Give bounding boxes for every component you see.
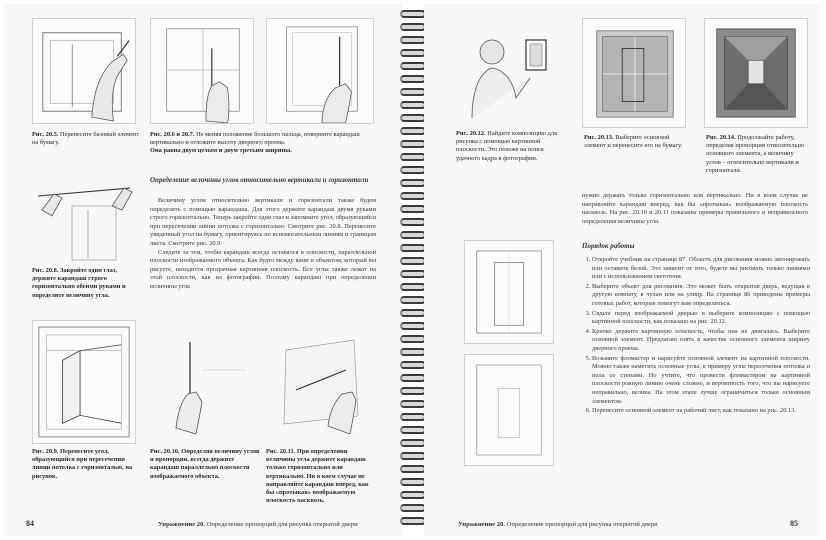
caption-20-6-20-7: Рис. 20.6 и 20.7. Не меняя положение большого пальца, поверните карандаш вертикально и отложите высоту дверного проема. Она равна двум целым и двум третьим ширины. <box>150 131 360 155</box>
step-item: 3. Сядьте перед изображаемой дверью и выберите композицию с помощью картинной плоскости, как показано на рис. 20.12. <box>592 310 810 327</box>
caption-20-12: Рис. 20.12. Найдите композицию для рисунка с помощью картинной плоскости. Это похоже на поиск удачного кадра в фотографии. <box>456 130 558 162</box>
spiral-coil <box>400 257 426 265</box>
spiral-coil <box>400 127 426 135</box>
spiral-coil <box>400 231 426 239</box>
figure-20-11 <box>266 330 374 434</box>
right-body-continued: нужно держать только горизонтально или вертикально. Ни в коем случае не направляйте карандаш вперед, как бы «протыкая» воображаемую плоскость насквозь. На рис. 20.10 и 20.11 показаны примеры правильного и неправильного определения величины угла. <box>582 192 808 225</box>
caption-20-11: Рис. 20.11. При определении величины угла держите карандаш только горизонтально или вертикально. Ни в коем случае не направляйте карандаш вперед, как бы «протыкая» воображаемую плоскость насквозь. <box>266 448 369 505</box>
left-page <box>4 4 402 536</box>
caption-20-13: Рис. 20.13. Выберите основной элемент и перенесите его на бумагу. <box>584 134 683 150</box>
spiral-coil <box>400 88 426 96</box>
page-number-left: 84 <box>26 519 34 528</box>
spiral-coil <box>400 387 426 395</box>
spiral-coil <box>400 179 426 187</box>
step-item: 1. Откройте учебник на странице 87. Область для рисования можно затонировать или оставить белой. Это зависит от того, будете вы рисовать только линиями или с использованием светотени. <box>592 256 810 282</box>
spiral-coil <box>400 140 426 148</box>
spiral-coil <box>400 374 426 382</box>
spiral-coil <box>400 348 426 356</box>
caption-20-5: Рис. 20.5. Перенесите базовый элемент на бумагу. <box>32 131 140 147</box>
spiral-coil <box>400 75 426 83</box>
step-item: 4. Крепко держите картинную плоскость, чтобы она не двигалась. Выберите основной элемент. Предлагаю взять в качестве основного элемента ширину дверного проема. <box>592 328 810 354</box>
spiral-coil <box>400 114 426 122</box>
sketch-door-outline <box>464 240 554 344</box>
footer-left: Упражнение 20. Определение пропорций для рисунка открытой двери <box>158 521 358 528</box>
figure-20-13 <box>582 18 686 128</box>
spiral-coil <box>400 491 426 499</box>
spiral-coil <box>400 426 426 434</box>
figure-20-9 <box>32 320 136 444</box>
figure-20-10 <box>150 330 254 434</box>
spiral-coil <box>400 361 426 369</box>
figure-20-5 <box>32 18 136 124</box>
steps-list <box>582 256 810 417</box>
figure-20-14 <box>704 18 808 128</box>
paragraph-1: Величину углов относительно вертикали и горизонтали также будем определять с помощью карандаша. Для этого держите карандаш двумя руками строго горизонтально. Теперь закройте один глаз и запомните угол, образующийся при пересечении линии потолка с горизонталью. Смотрите рис. 20.8. Перенесите увиденный угол на бумагу, ориентируясь по вспомогательным линиям и границам листа. Смотрите рис. 20.9. <box>150 197 376 247</box>
spiral-coil <box>400 218 426 226</box>
spiral-coil <box>400 205 426 213</box>
right-page <box>424 4 820 536</box>
spiral-coil <box>400 166 426 174</box>
page-number-right: 85 <box>790 519 798 528</box>
spiral-coil <box>400 270 426 278</box>
spiral-coil <box>400 101 426 109</box>
spiral-coil <box>400 322 426 330</box>
spiral-coil <box>400 192 426 200</box>
step-item: 2. Выберите объект для рисования. Это может быть открытая дверь, ведущая в другую комнату, в чулан или на улицу. На странице 86 приведены примеры готовых работ, которые помогут вам определиться. <box>592 283 810 309</box>
spiral-coil <box>400 36 426 44</box>
caption-20-8: Рис. 20.8. Закройте один глаз, держите карандаш строго горизонтально обеими руками и определите величину угла. <box>32 267 126 299</box>
spiral-coil <box>400 452 426 460</box>
spiral-coil <box>400 62 426 70</box>
spiral-coil <box>400 504 426 512</box>
spiral-coil <box>400 23 426 31</box>
sketch-door-blank <box>464 354 554 466</box>
caption-20-14: Рис. 20.14. Продолжайте работу, определяя пропорции относительно основного элемента, а величину углов – относительно вертикали и горизонтали. <box>706 134 805 174</box>
spiral-coil <box>400 296 426 304</box>
figure-20-8 <box>32 176 136 264</box>
spiral-coil <box>400 309 426 317</box>
spiral-coil <box>400 439 426 447</box>
step-item: 5. Возьмите фломастер и нарисуйте основной элемент на картинной плоскости. Можно также наметить основные углы, к примеру углы пересечения потолка и пола со стенами. Но учтите, что провести фломастером на картинной плоскости ровную линию очень сложно, и вероятность того, что вы нарисуете неправильно, велика. На этом этапе лучше ограничиться только основным элементом. <box>592 355 810 407</box>
step-item: 6. Перенесите основной элемент на рабочий лист, как показано на рис. 20.13. <box>592 407 810 416</box>
figure-20-7 <box>266 18 374 124</box>
spiral-coil <box>400 153 426 161</box>
spiral-coil <box>400 478 426 486</box>
caption-20-9: Рис. 20.9. Перенесите угол, образующийся при пересечении линии потолка с горизонталью, на рисунок. <box>32 448 133 480</box>
figure-20-6 <box>150 18 254 124</box>
figure-20-12 <box>456 14 560 124</box>
spiral-coil <box>400 10 426 18</box>
footer-right: Упражнение 20. Определение пропорций для рисунка открытой двери <box>458 521 658 528</box>
spiral-coil <box>400 517 426 525</box>
spiral-coil <box>400 400 426 408</box>
spiral-coil <box>400 49 426 57</box>
spiral-coil <box>400 283 426 291</box>
caption-20-10: Рис. 20.10. Определяя величину углов и пропорции, всегда держите карандаш параллельно плоскости изображаемого объекта. <box>150 448 260 480</box>
left-body-text <box>150 197 376 292</box>
spiral-binding <box>400 6 426 534</box>
section-heading: Определение величины углов относительно вертикали и горизонтали <box>150 176 369 184</box>
order-heading: Порядок работы <box>582 242 635 250</box>
paragraph-2: Следите за тем, чтобы карандаш всегда оставался в плоскости, параллельной плоскости изображаемого объекта. Как будто между вами и объектом, который вы рисуете, находится прозрачная картинная плоскость. Все углы также лежат на этой плоскости, как на фотографии. Поэтому карандаш при определении величины угла <box>150 248 376 290</box>
spiral-coil <box>400 244 426 252</box>
spiral-coil <box>400 413 426 421</box>
spiral-coil <box>400 335 426 343</box>
spiral-coil <box>400 465 426 473</box>
